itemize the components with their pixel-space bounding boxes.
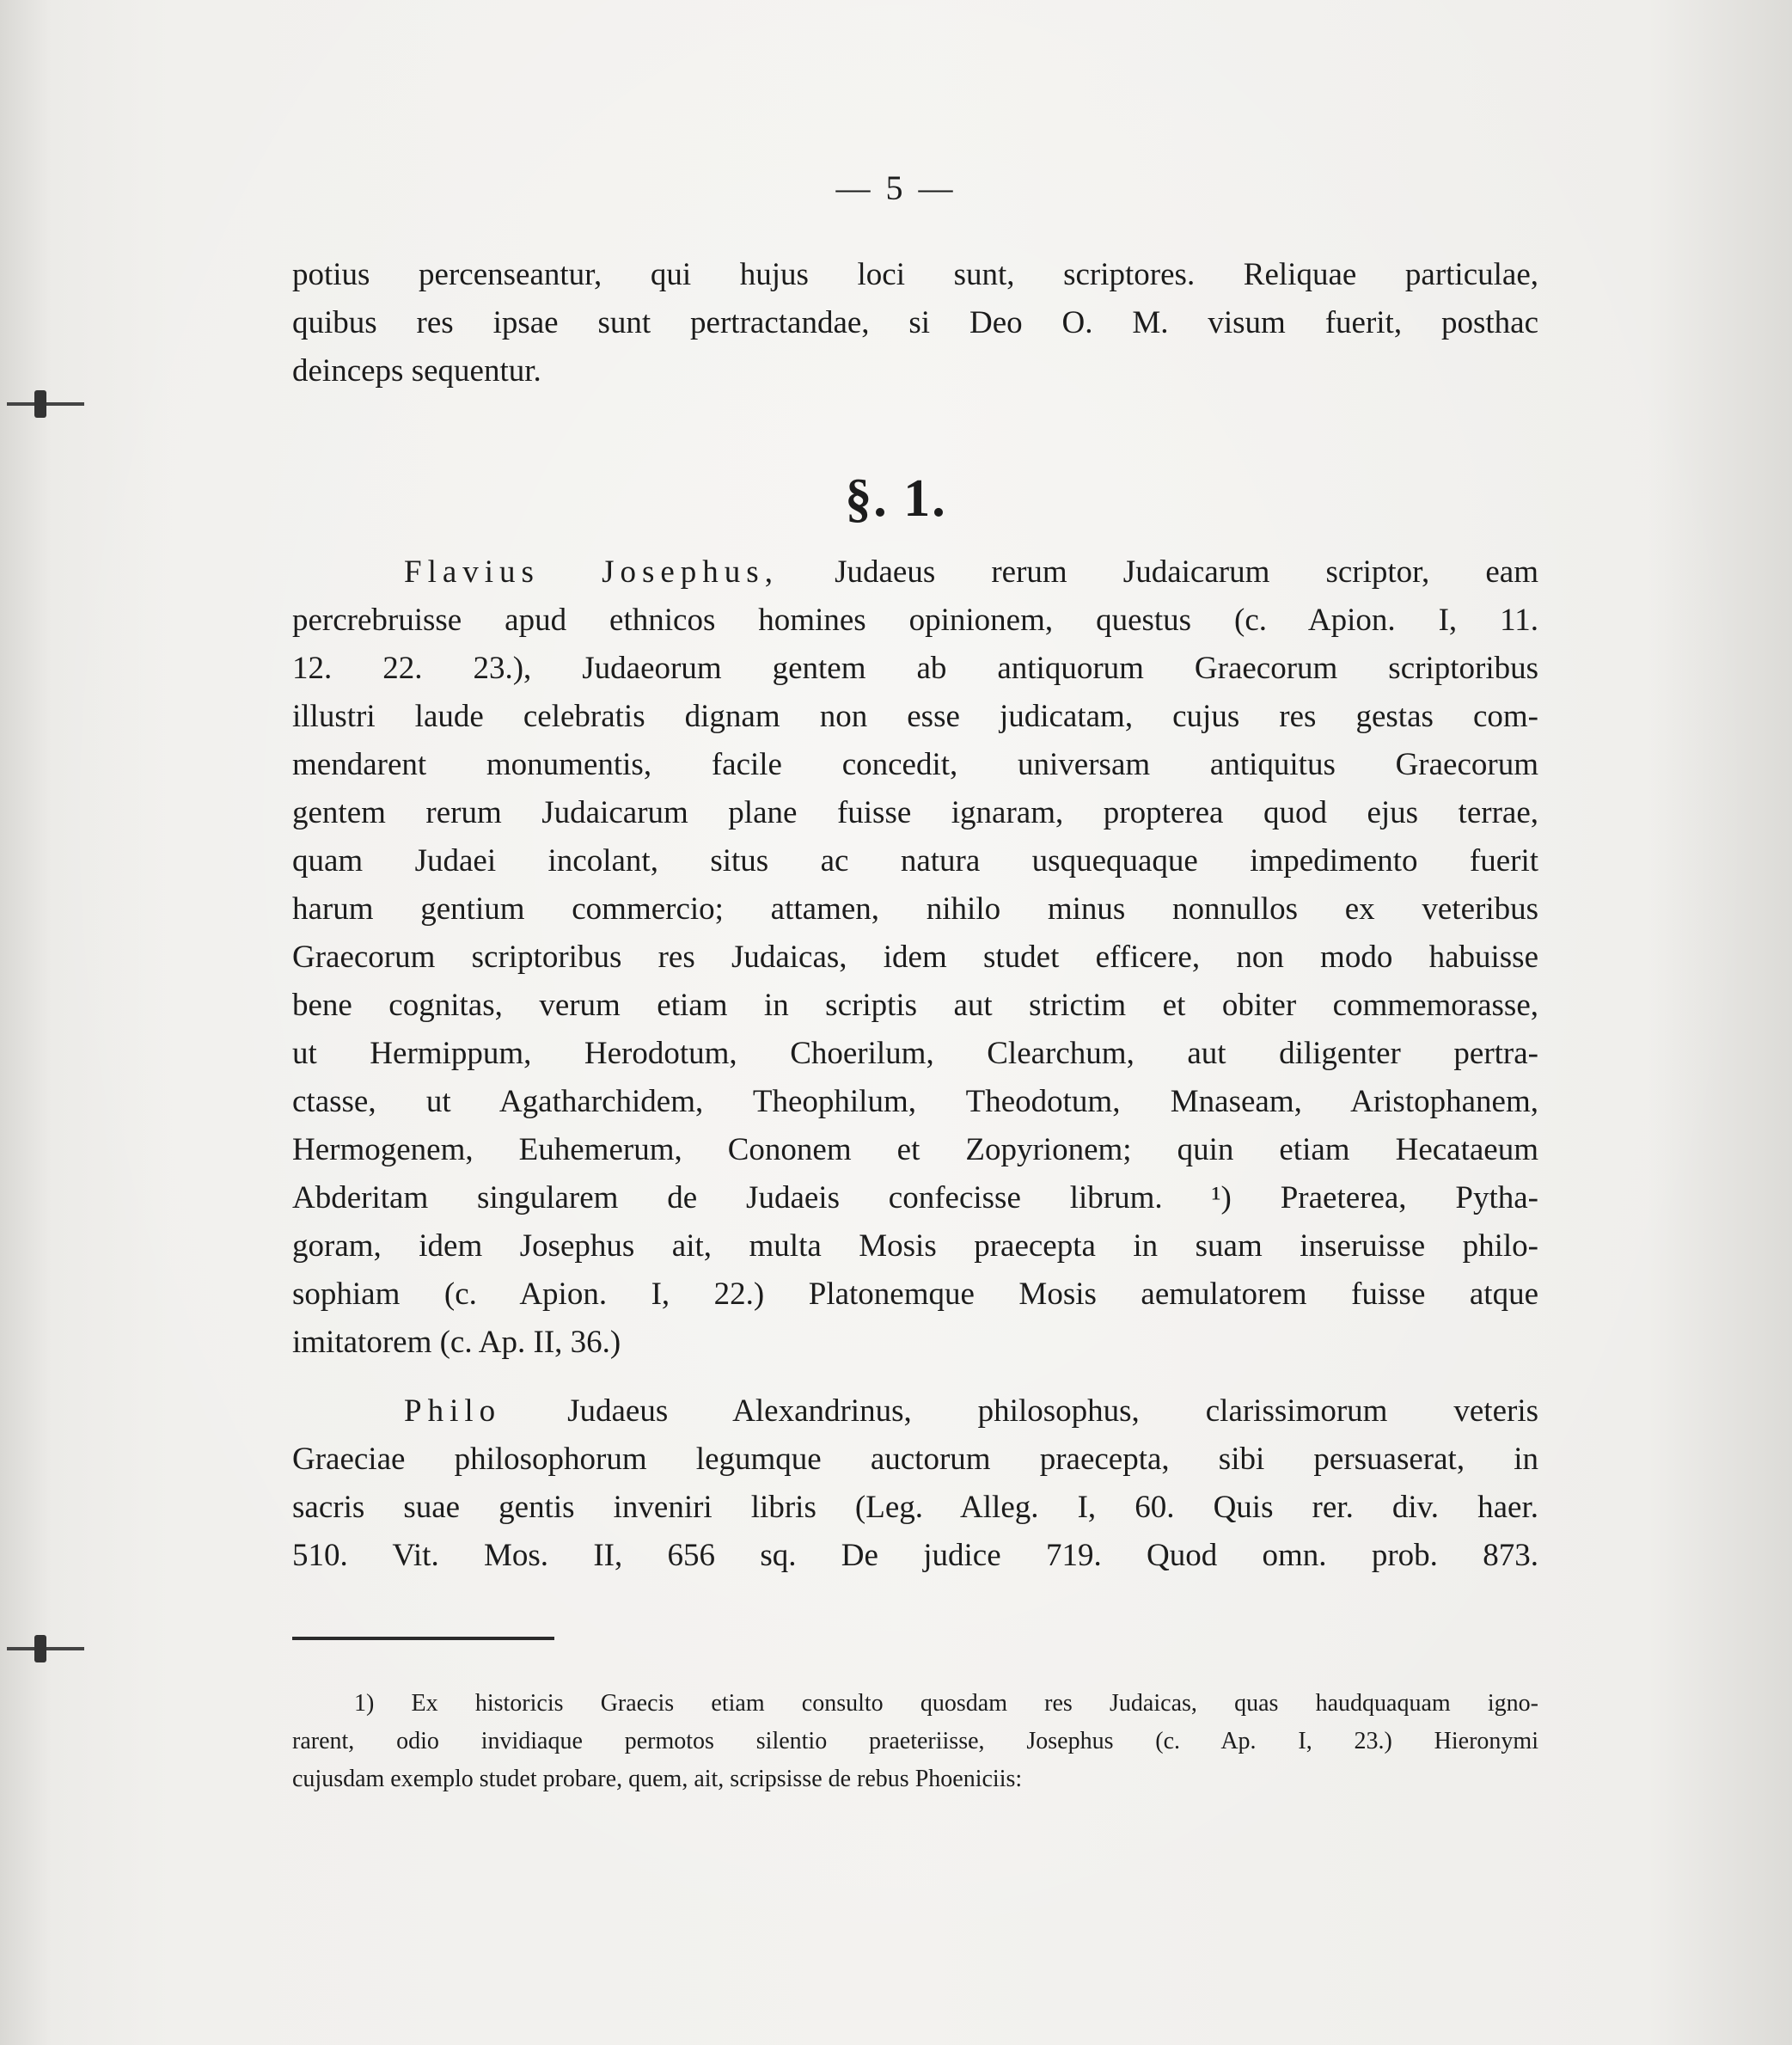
text-line: sacris suae gentis inveniri libris (Leg. Alleg. I, 60. Quis rer. div. haer. [292,1490,1538,1525]
text-line: illustri laude celebratis dignam non esse judicatam, cujus res gestas com- [292,699,1538,734]
text-line: 510. Vit. Mos. II, 656 sq. De judice 719. Quod omn. prob. 873. [292,1538,1538,1573]
footnote-rule [292,1637,554,1640]
text-line: potius percenseantur, qui hujus loci sunt, scriptores. Reliquae particulae, [292,257,1538,292]
text-line: deinceps sequentur. [292,353,541,389]
binding-mark-lower [0,1633,95,1666]
text-line: Flavius Josephus, Judaeus rerum Judaicarum scriptor, eam [404,554,1539,590]
paragraph-lead-josephus: Flavius Josephus, [404,554,779,590]
paragraph-philo [292,1387,1538,1580]
text-line: 12. 22. 23.), Judaeorum gentem ab antiquorum Graecorum scriptoribus [292,651,1538,686]
section-heading: §. 1. [845,469,947,528]
text-line: bene cognitas, verum etiam in scriptis aut strictim et obiter commemorasse, [292,988,1538,1023]
text-line: gentem rerum Judaicarum plane fuisse ignaram, propterea quod ejus terrae, [292,795,1538,830]
page-number: — 5 — [835,168,957,207]
text-line: ut Hermippum, Herodotum, Choerilum, Clearchum, aut diligenter pertra- [292,1036,1538,1071]
text-line: Graecorum scriptoribus res Judaicas, idem studet efficere, non modo habuisse [292,940,1538,975]
text-line: percrebruisse apud ethnicos homines opinionem, questus (c. Apion. I, 11. [292,603,1538,638]
text-line: Graeciae philosophorum legumque auctorum praecepta, sibi persuaserat, in [292,1442,1538,1477]
text-line: quibus res ipsae sunt pertractandae, si Deo O. M. visum fuerit, posthac [292,305,1538,340]
text-line: harum gentium commercio; attamen, nihilo minus nonnullos ex veteribus [292,891,1538,927]
binding-mark-upper [0,389,95,421]
footnotes [292,1685,1538,1798]
text-line: Hermogenem, Euhemerum, Cononem et Zopyrionem; quin etiam Hecataeum [292,1132,1538,1167]
text-line: mendarent monumentis, facile concedit, universam antiquitus Graecorum [292,747,1538,782]
intro-paragraph [292,251,1538,395]
text-line: quam Judaei incolant, situs ac natura usquequaque impedimento fuerit [292,843,1538,879]
text-line: ctasse, ut Agatharchidem, Theophilum, Theodotum, Mnaseam, Aristophanem, [292,1084,1538,1119]
paragraph-lead-philo: Philo [404,1393,502,1429]
text-line: sophiam (c. Apion. I, 22.) Platonemque Mosis aemulatorem fuisse atque [292,1277,1538,1312]
text-line: Philo Judaeus Alexandrinus, philosophus, clarissimorum veteris [404,1393,1538,1429]
text-line: imitatorem (c. Ap. II, 36.) [292,1325,621,1360]
footnote-line: cujusdam exemplo studet probare, quem, ait, scripsisse de rebus Phoeniciis: [292,1766,1023,1792]
footnote-line: rarent, odio invidiaque permotos silentio praeteriisse, Josephus (c. Ap. I, 23.) Hieronymi [292,1728,1538,1754]
paragraph-josephus [292,548,1538,1367]
text-line: goram, idem Josephus ait, multa Mosis praecepta in suam inseruisse philo- [292,1228,1538,1264]
text-line: Abderitam singularem de Judaeis confecisse librum. ¹) Praeterea, Pytha- [292,1180,1538,1215]
footnote-line: 1) Ex historicis Graecis etiam consulto quosdam res Judaicas, quas haudquaquam igno- [354,1690,1538,1717]
